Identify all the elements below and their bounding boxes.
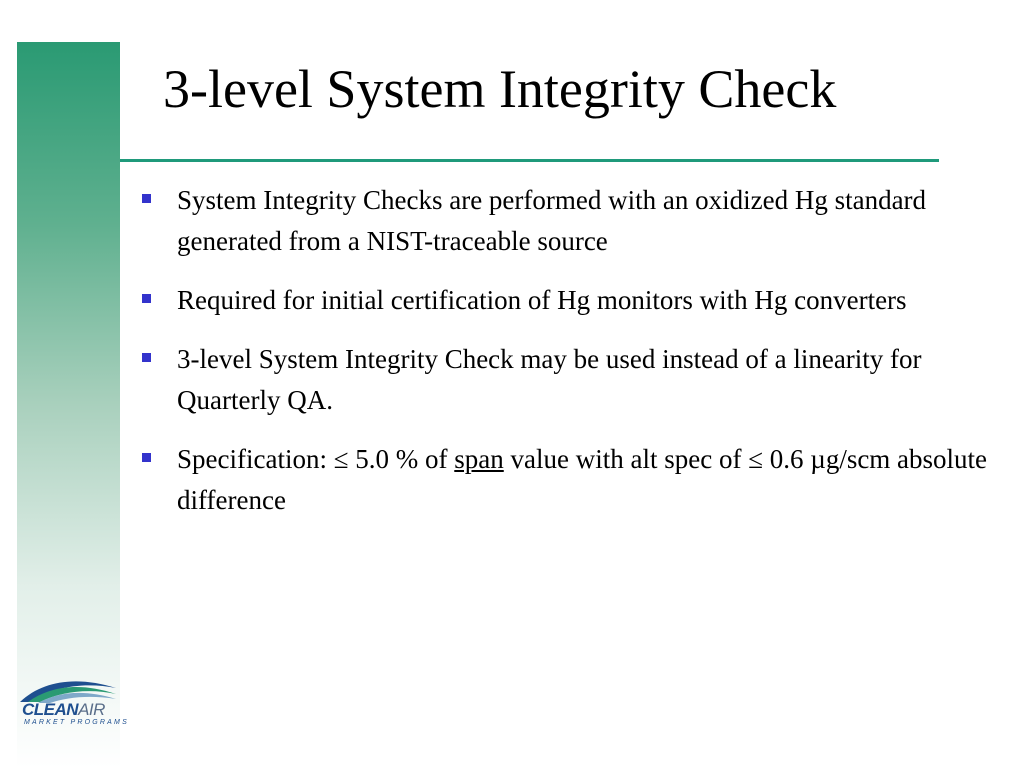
logo-wordmark xyxy=(22,700,105,720)
bullet-text: 3-level System Integrity Check may be used instead of a linearity for Quarterly QA. xyxy=(177,344,922,415)
square-bullet-icon xyxy=(142,353,151,362)
clean-air-logo xyxy=(18,674,129,730)
logo-clean-text: CLEAN xyxy=(22,700,79,719)
span-underlined-term: span xyxy=(454,444,504,474)
bullet-item xyxy=(140,439,990,521)
bullet-item xyxy=(140,280,990,321)
square-bullet-icon xyxy=(142,294,151,303)
logo-subtitle: MARKET PROGRAMS xyxy=(24,719,129,726)
side-gradient-band xyxy=(17,42,120,768)
bullet-list xyxy=(140,180,990,539)
bullet-text: Required for initial certification of Hg monitors with Hg converters xyxy=(177,285,907,315)
square-bullet-icon xyxy=(142,194,151,203)
bullet-item xyxy=(140,339,990,421)
slide-title: 3-level System Integrity Check xyxy=(163,59,837,119)
bullet-text: System Integrity Checks are performed with an oxidized Hg standard generated from a NIST-traceable source xyxy=(177,185,927,256)
title-divider xyxy=(120,159,939,162)
square-bullet-icon xyxy=(142,453,151,462)
bullet-text-part1: Specification: ≤ 5.0 % of xyxy=(177,444,455,474)
logo-air-text: AIR xyxy=(78,700,105,719)
bullet-text-part2: value with alt spec of ≤ 0.6 µg/scm absolute difference xyxy=(177,444,988,515)
bullet-item xyxy=(140,180,990,262)
